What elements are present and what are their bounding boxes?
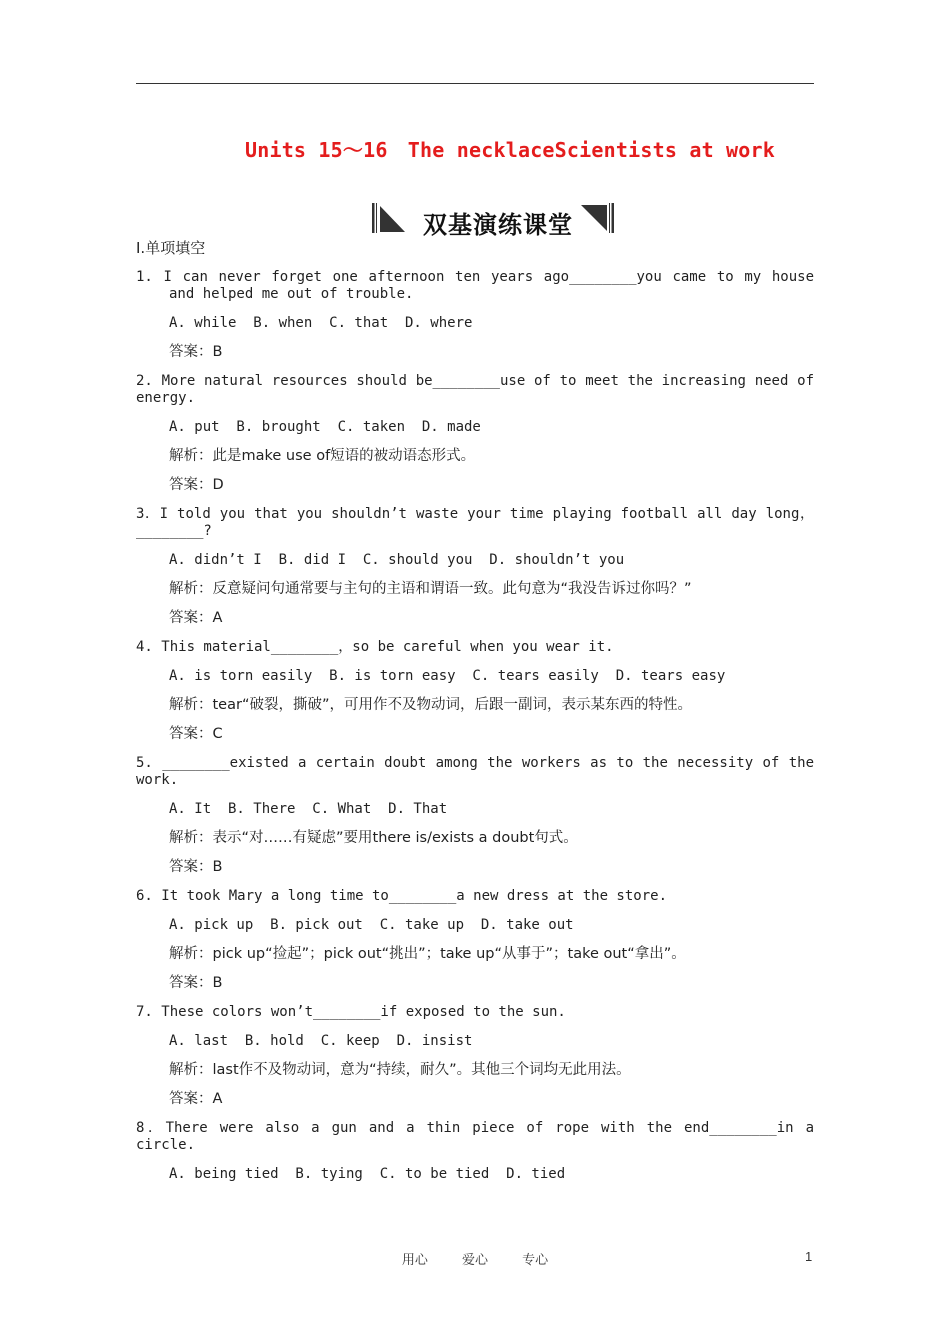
question-item	[136, 373, 814, 494]
section-banner	[371, 201, 615, 237]
explanation-line: 解析：pick up“捡起”；pick out“挑出”；take up“从事于”；take out“拿出”。	[169, 946, 686, 962]
banner-title: 双基演练课堂	[423, 211, 573, 239]
answer-line: 答案：D	[169, 477, 224, 493]
document-body	[136, 240, 814, 1195]
question-stem: 8．There were also a gun and a thin piece of rope with the end________in a circle.	[136, 1120, 814, 1153]
page-number: 1	[805, 1249, 813, 1264]
question-item	[136, 269, 814, 361]
explanation-line: 解析：tear“破裂，撕破”，可用作不及物动词，后跟一副词，表示某东西的特性。	[169, 697, 692, 713]
answer-line: 答案：A	[169, 1091, 223, 1107]
question-stem: 4. This material________，so be careful when you wear it.	[136, 639, 614, 655]
answer-line: 答案：C	[169, 726, 223, 742]
question-options: A. while B. when C. that D. where	[169, 315, 473, 331]
answer-line: 答案：A	[169, 610, 223, 626]
question-stem: 1. I can never forget one afternoon ten years ago________you came to my house and helped me out of trouble.	[136, 269, 814, 302]
question-stem: 6. It took Mary a long time to________a new dress at the store.	[136, 888, 668, 904]
question-stem: 2. More natural resources should be________use of to meet the increasing need of energy.	[136, 373, 814, 406]
question-item	[136, 1004, 814, 1108]
question-item	[136, 639, 814, 743]
header-rule	[136, 83, 814, 84]
question-item	[136, 888, 814, 992]
question-options: A. pick up B. pick out C. take up D. take out	[169, 917, 574, 933]
question-stem: 3．I told you that you shouldn’t waste your time playing football all day long，________?	[136, 506, 814, 539]
question-options: A. It B. There C. What D. That	[169, 801, 448, 817]
question-stem: 7. These colors won’t________if exposed to the sun.	[136, 1004, 566, 1020]
page-footer: 用心 爱心 专心	[401, 1253, 549, 1268]
answer-line: 答案：B	[169, 975, 223, 991]
answer-line: 答案：B	[169, 859, 223, 875]
question-item	[136, 506, 814, 627]
question-options: A. last B. hold C. keep D. insist	[169, 1033, 473, 1049]
question-options: A. didn’t I B. did I C. should you D. shouldn’t you	[169, 552, 625, 568]
explanation-line: 解析：last作不及物动词，意为“持续，耐久”。其他三个词均无此用法。	[169, 1062, 631, 1078]
question-item	[136, 755, 814, 876]
page-title: Units 15～16 The necklaceScientists at work	[244, 138, 776, 162]
question-options: A. is torn easily B. is torn easy C. tears easily D. tears easy	[169, 668, 726, 684]
section-heading: Ⅰ.单项填空	[136, 239, 206, 257]
question-options: A. being tied B. tying C. to be tied D. tied	[169, 1166, 566, 1182]
answer-line: 答案：B	[169, 344, 223, 360]
question-item	[136, 1120, 814, 1183]
explanation-line: 解析：反意疑问句通常要与主句的主语和谓语一致。此句意为“我没告诉过你吗？”	[169, 581, 692, 597]
question-options: A. put B. brought C. taken D. made	[169, 419, 481, 435]
explanation-line: 解析：表示“对……有疑虑”要用there is/exists a doubt句式。	[169, 830, 578, 846]
explanation-line: 解析：此是make use of短语的被动语态形式。	[169, 448, 476, 464]
question-stem: 5. ________existed a certain doubt among the workers as to the necessity of the work.	[136, 755, 814, 788]
